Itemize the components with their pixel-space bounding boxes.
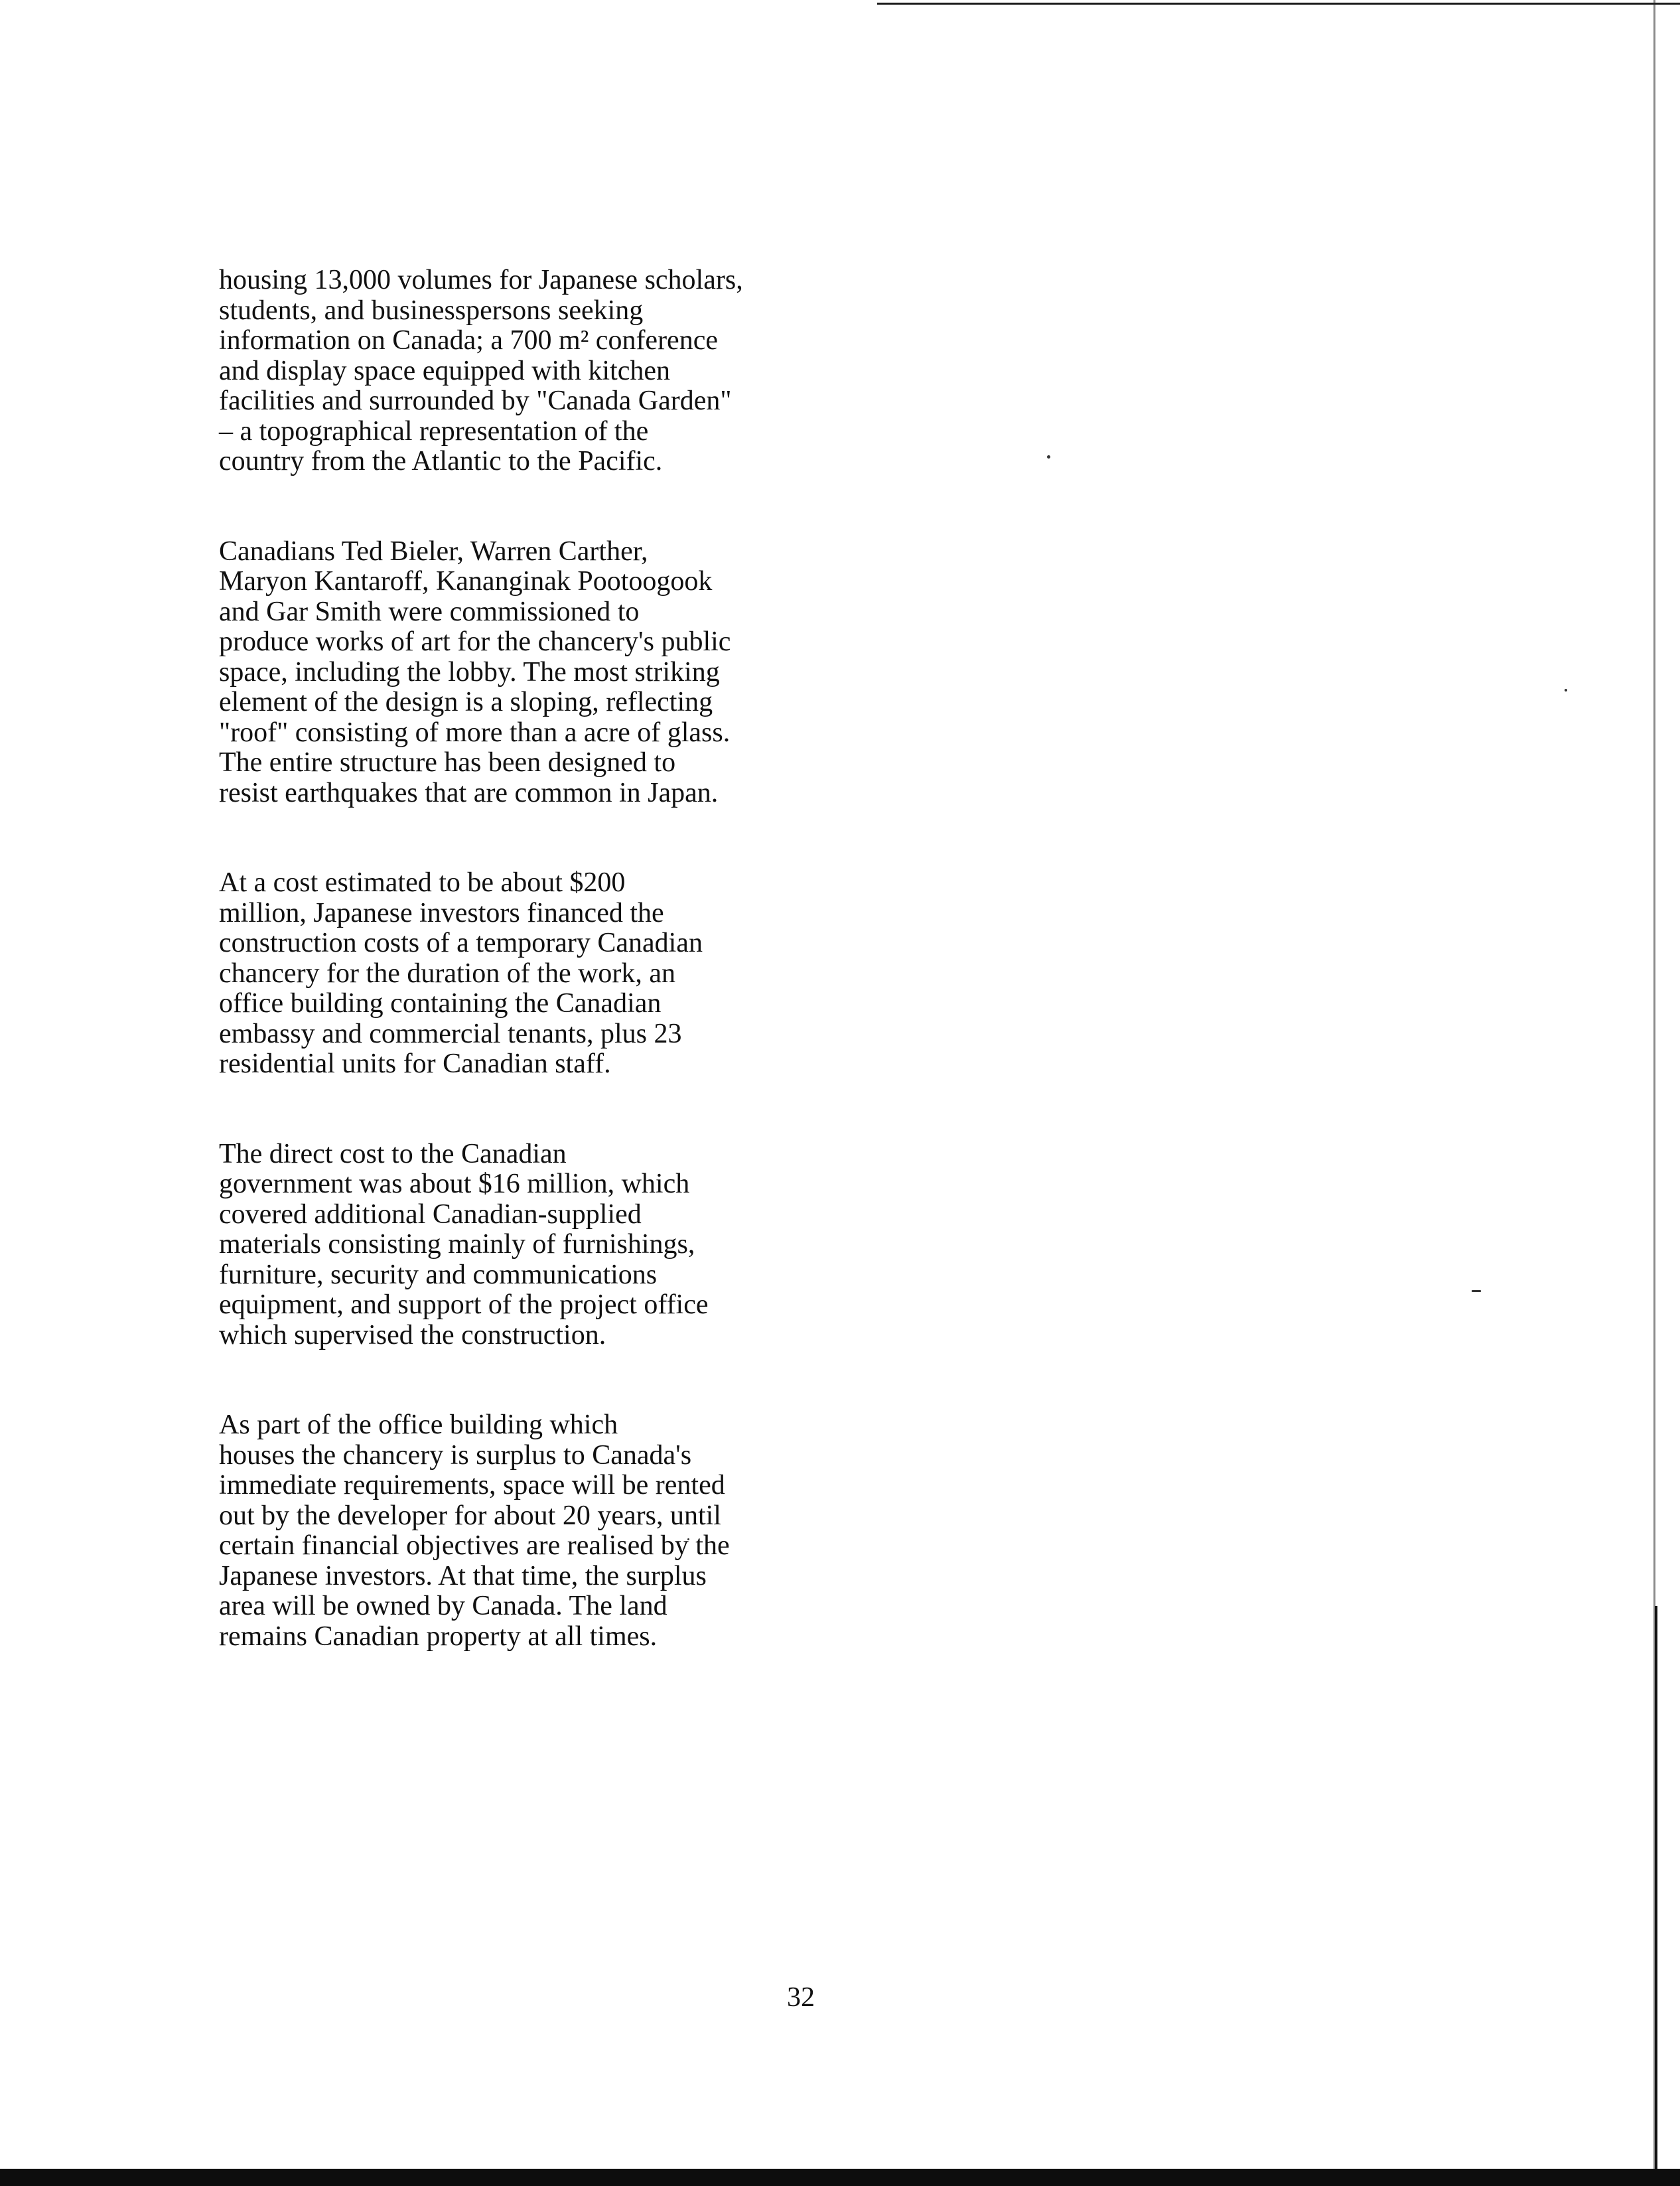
paragraph-artists: Canadians Ted Bieler, Warren Carther, Maryon Kantaroff, Kananginak Pootoogook and Gar Smith were commissioned to produce works of art for the chancery's public space, including the lobby. The most striking element of the design is a sloping, reflecting "roof" consisting of more than a acre of glass. The entire structure has been designed to resist earthquakes that are common in Japan.: [219, 536, 731, 808]
paragraph-surplus-space: As part of the office building which houses the chancery is surplus to Canada's immediate requirements, space will be rented out by the developer for about 20 years, until certain financial objectives are realised by the Japanese investors. At that time, the surplus area will be owned by Canada. The land remains Canadian property at all times.: [219, 1410, 730, 1652]
paragraph-construction-cost: At a cost estimated to be about $200 million, Japanese investors financed the construction costs of a temporary Canadian chancery for the duration of the work, an office building containing the Canadian embassy and commercial tenants, plus 23 residential units for Canadian staff.: [219, 867, 703, 1079]
paragraph-direct-cost: The direct cost to the Canadian government was about $16 million, which covered additional Canadian-supplied materials consisting mainly of furnishings, furniture, security and communications equipment, and support of the project office which supervised the construction.: [219, 1138, 709, 1350]
scan-speck: [1047, 455, 1050, 459]
paragraph-library-description: housing 13,000 volumes for Japanese scholars, students, and businesspersons seeking information on Canada; a 700 m² conference and display space equipped with kitchen facilities and surrounded by "Canada Garden" – a topographical representation of the country from the Atlantic to the Pacific.: [219, 265, 743, 476]
scan-bottom-edge: [0, 2169, 1680, 2186]
scan-speck: [1565, 689, 1567, 692]
scan-speck: [1472, 1290, 1481, 1292]
page-number: 32: [787, 1982, 815, 2013]
scan-right-edge-shadow: [1655, 1606, 1657, 2177]
document-body: [219, 265, 803, 1712]
scan-top-rule: [877, 3, 1680, 5]
